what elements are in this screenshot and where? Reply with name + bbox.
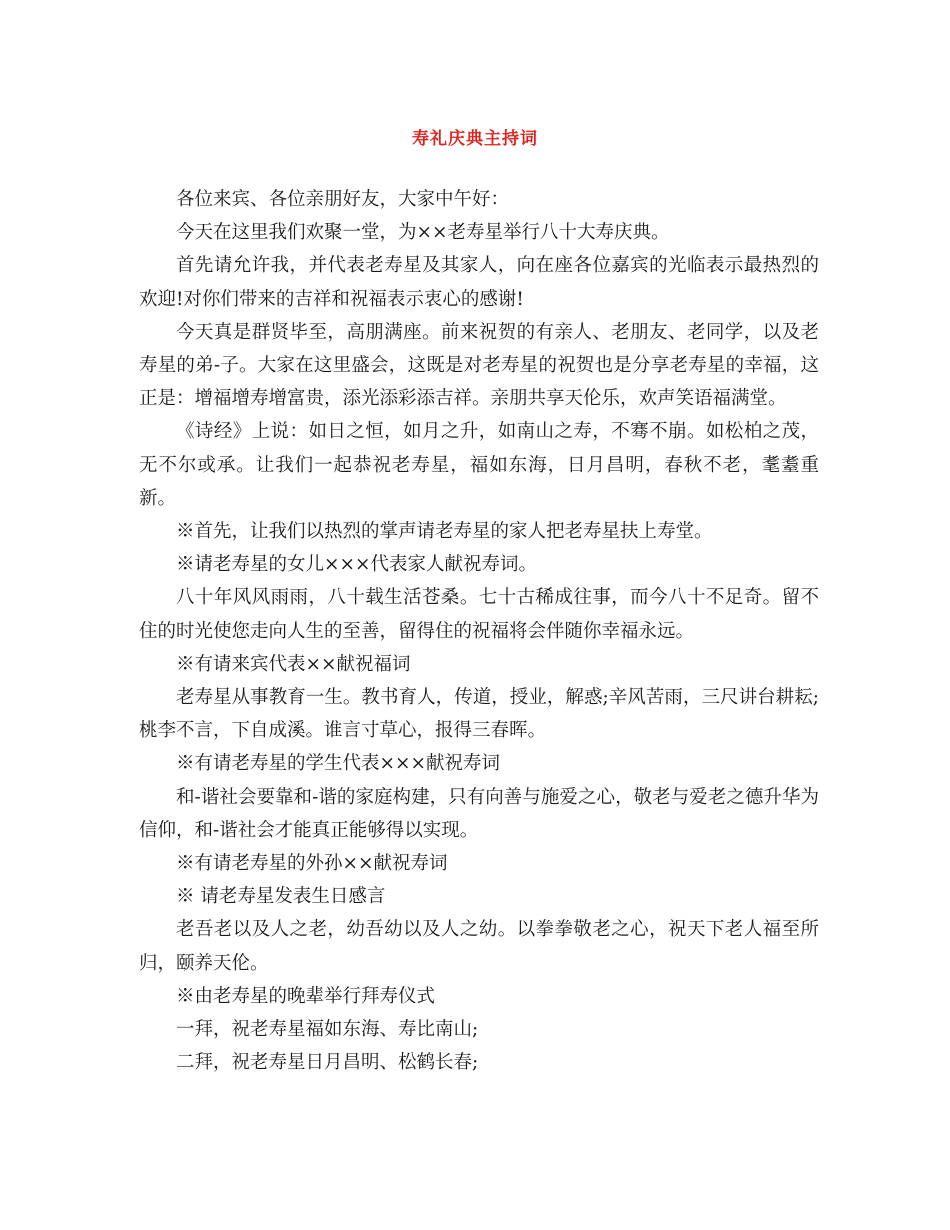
paragraph: 老寿星从事教育一生。教书育人，传道，授业，解惑;辛风苦雨，三尺讲台耕耘;桃李不言，下自成溪。谁言寸草心，报得三春晖。 — [139, 687, 819, 742]
paragraph: 今天真是群贤毕至，高朋满座。前来祝贺的有亲人、老朋友、老同学，以及老寿星的弟-子。大家在这里盛会，这既是对老寿星的祝贺也是分享老寿星的幸福，这正是：增福增寿增富贵，添光添彩添吉祥。亲朋共享天伦乐，欢声笑语福满堂。 — [139, 321, 819, 410]
paragraph: 一拜，祝老寿星福如东海、寿比南山; — [176, 1019, 479, 1041]
paragraph: ※请老寿星的女儿×××代表家人献祝寿词。 — [176, 554, 538, 576]
paragraph: 各位来宾、各位亲朋好友，大家中午好： — [176, 189, 510, 210]
paragraph: ※有请来宾代表××献祝福词 — [176, 653, 411, 675]
paragraph: 首先请允许我，并代表老寿星及其家人，向在座各位嘉宾的光临表示最热烈的欢迎!对你们带来的吉祥和祝福表示衷心的感谢! — [139, 255, 819, 310]
paragraph: 《诗经》上说：如日之恒，如月之升，如南山之寿，不骞不崩。如松柏之茂，无不尔或承。让我们一起恭祝老寿星，福如东海，日月昌明，春秋不老，耄耋重新。 — [139, 421, 819, 509]
paragraph: ※ 请老寿星发表生日感言 — [176, 886, 386, 908]
paragraph: ※首先，让我们以热烈的掌声请老寿星的家人把老寿星扶上寿堂。 — [176, 521, 713, 543]
paragraph: 和-谐社会要靠和-谐的家庭构建，只有向善与施爱之心，敬老与爱老之德升华为信仰，和-谐社会才能真正能够得以实现。 — [139, 786, 819, 841]
paragraph: ※有请老寿星的学生代表×××献祝寿词 — [176, 753, 501, 775]
paragraph: 老吾老以及人之老，幼吾幼以及人之幼。以拳拳敬老之心，祝天下老人福至所归，颐养天伦。 — [139, 919, 819, 974]
paragraph: 今天在这里我们欢聚一堂，为××老寿星举行八十大寿庆典。 — [176, 222, 670, 244]
paragraph: 八十年风风雨雨，八十载生活苍桑。七十古稀成往事，而今八十不足奇。留不住的时光使您走向人生的至善，留得住的祝福将会伴随你幸福永远。 — [139, 587, 819, 642]
document-title: 寿礼庆典主持词 — [412, 129, 538, 149]
paragraph: 二拜，祝老寿星日月昌明、松鹤长春; — [176, 1052, 479, 1074]
paragraph: ※由老寿星的晚辈举行拜寿仪式 — [176, 985, 436, 1007]
paragraph: ※有请老寿星的外孙××献祝寿词 — [176, 853, 448, 875]
document-body — [139, 183, 819, 1079]
